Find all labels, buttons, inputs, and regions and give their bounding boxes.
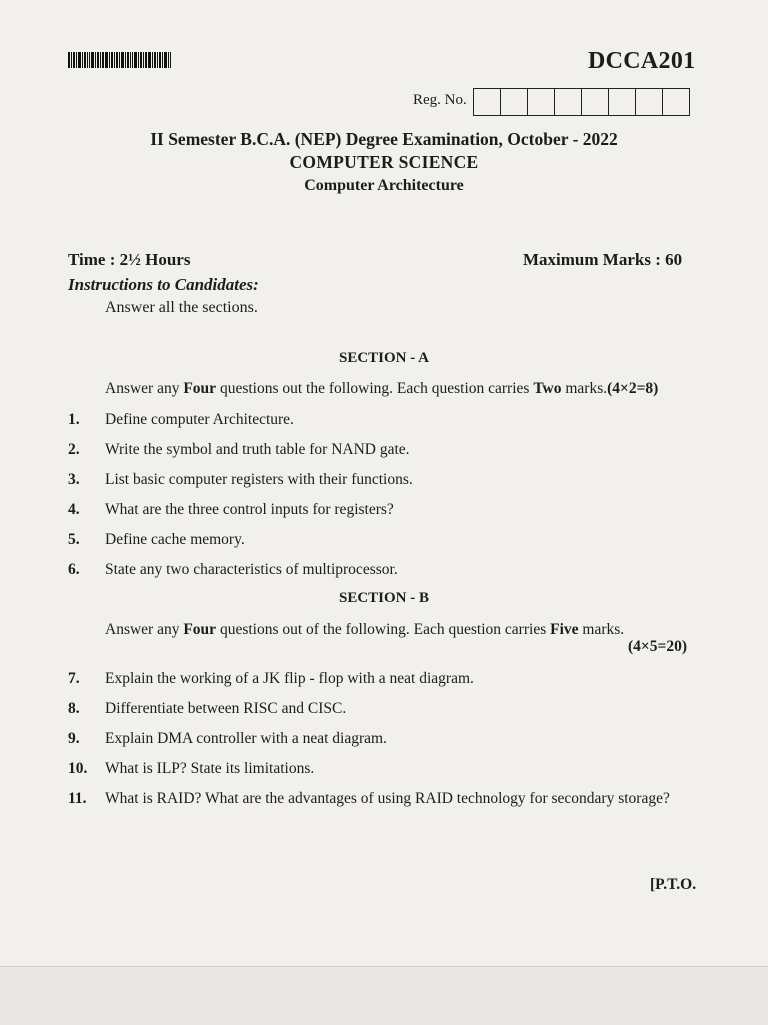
question-number: 1. (68, 411, 80, 428)
section-b-heading: SECTION - B (338, 590, 430, 606)
time-allowed: Time : 2½ Hours (68, 250, 191, 269)
question-number: 10. (68, 760, 88, 777)
exam-title: II Semester B.C.A. (NEP) Degree Examination, October - 2022 (150, 129, 618, 149)
reg-no-box[interactable] (474, 89, 500, 115)
instructions-text: Answer all the sections. (105, 299, 258, 316)
question-text: Differentiate between RISC and CISC. (105, 700, 347, 717)
reg-no-box[interactable] (527, 89, 554, 115)
question-text: What is ILP? State its limitations. (105, 760, 315, 777)
question-text: Define computer Architecture. (105, 411, 294, 428)
paper-code: DCCA201 (588, 48, 696, 74)
question-number: 3. (68, 471, 80, 488)
paper-title: Computer Architecture (304, 177, 464, 194)
barcode-image (68, 52, 171, 68)
reg-no-box[interactable] (581, 89, 608, 115)
question-text: Explain the working of a JK flip - flop with a neat diagram. (105, 670, 474, 687)
reg-no-box[interactable] (662, 89, 689, 115)
question-number: 6. (68, 561, 80, 578)
question-text: List basic computer registers with their functions. (105, 471, 413, 488)
section-b-instruction: Answer any Four questions out of the following. Each question carries Five marks. (105, 621, 625, 638)
reg-no-box[interactable] (608, 89, 635, 115)
question-text: What are the three control inputs for registers? (105, 501, 394, 518)
instructions-heading: Instructions to Candidates: (68, 275, 259, 294)
section-b-marks: (4×5=20) (628, 638, 687, 655)
question-number: 8. (68, 700, 80, 717)
subject-title: COMPUTER SCIENCE (289, 152, 479, 172)
question-text: Write the symbol and truth table for NAND gate. (105, 441, 410, 458)
section-a-heading: SECTION - A (338, 350, 430, 366)
question-text: Explain DMA controller with a neat diagram. (105, 730, 387, 747)
section-a-marks: (4×2=8) (607, 380, 659, 397)
maximum-marks: Maximum Marks : 60 (523, 250, 683, 269)
question-number: 5. (68, 531, 80, 548)
reg-no-box[interactable] (635, 89, 662, 115)
question-number: 9. (68, 730, 80, 747)
section-a-instruction: Answer any Four questions out the following. Each question carries Two marks.(4×2=8) (105, 380, 659, 397)
page-turn-over: [P.T.O. (650, 876, 697, 893)
page-bottom-edge (0, 966, 768, 1025)
question-text: State any two characteristics of multiprocessor. (105, 561, 398, 578)
question-number: 7. (68, 670, 80, 687)
reg-no-box[interactable] (554, 89, 581, 115)
reg-no-label: Reg. No. (413, 92, 467, 108)
question-number: 4. (68, 501, 80, 518)
question-number: 11. (68, 790, 87, 807)
reg-no-box[interactable] (500, 89, 527, 115)
question-text: What is RAID? What are the advantages of using RAID technology for secondary storage? (105, 790, 670, 807)
question-number: 2. (68, 441, 80, 458)
question-text: Define cache memory. (105, 531, 245, 548)
reg-no-boxes[interactable] (473, 88, 690, 116)
